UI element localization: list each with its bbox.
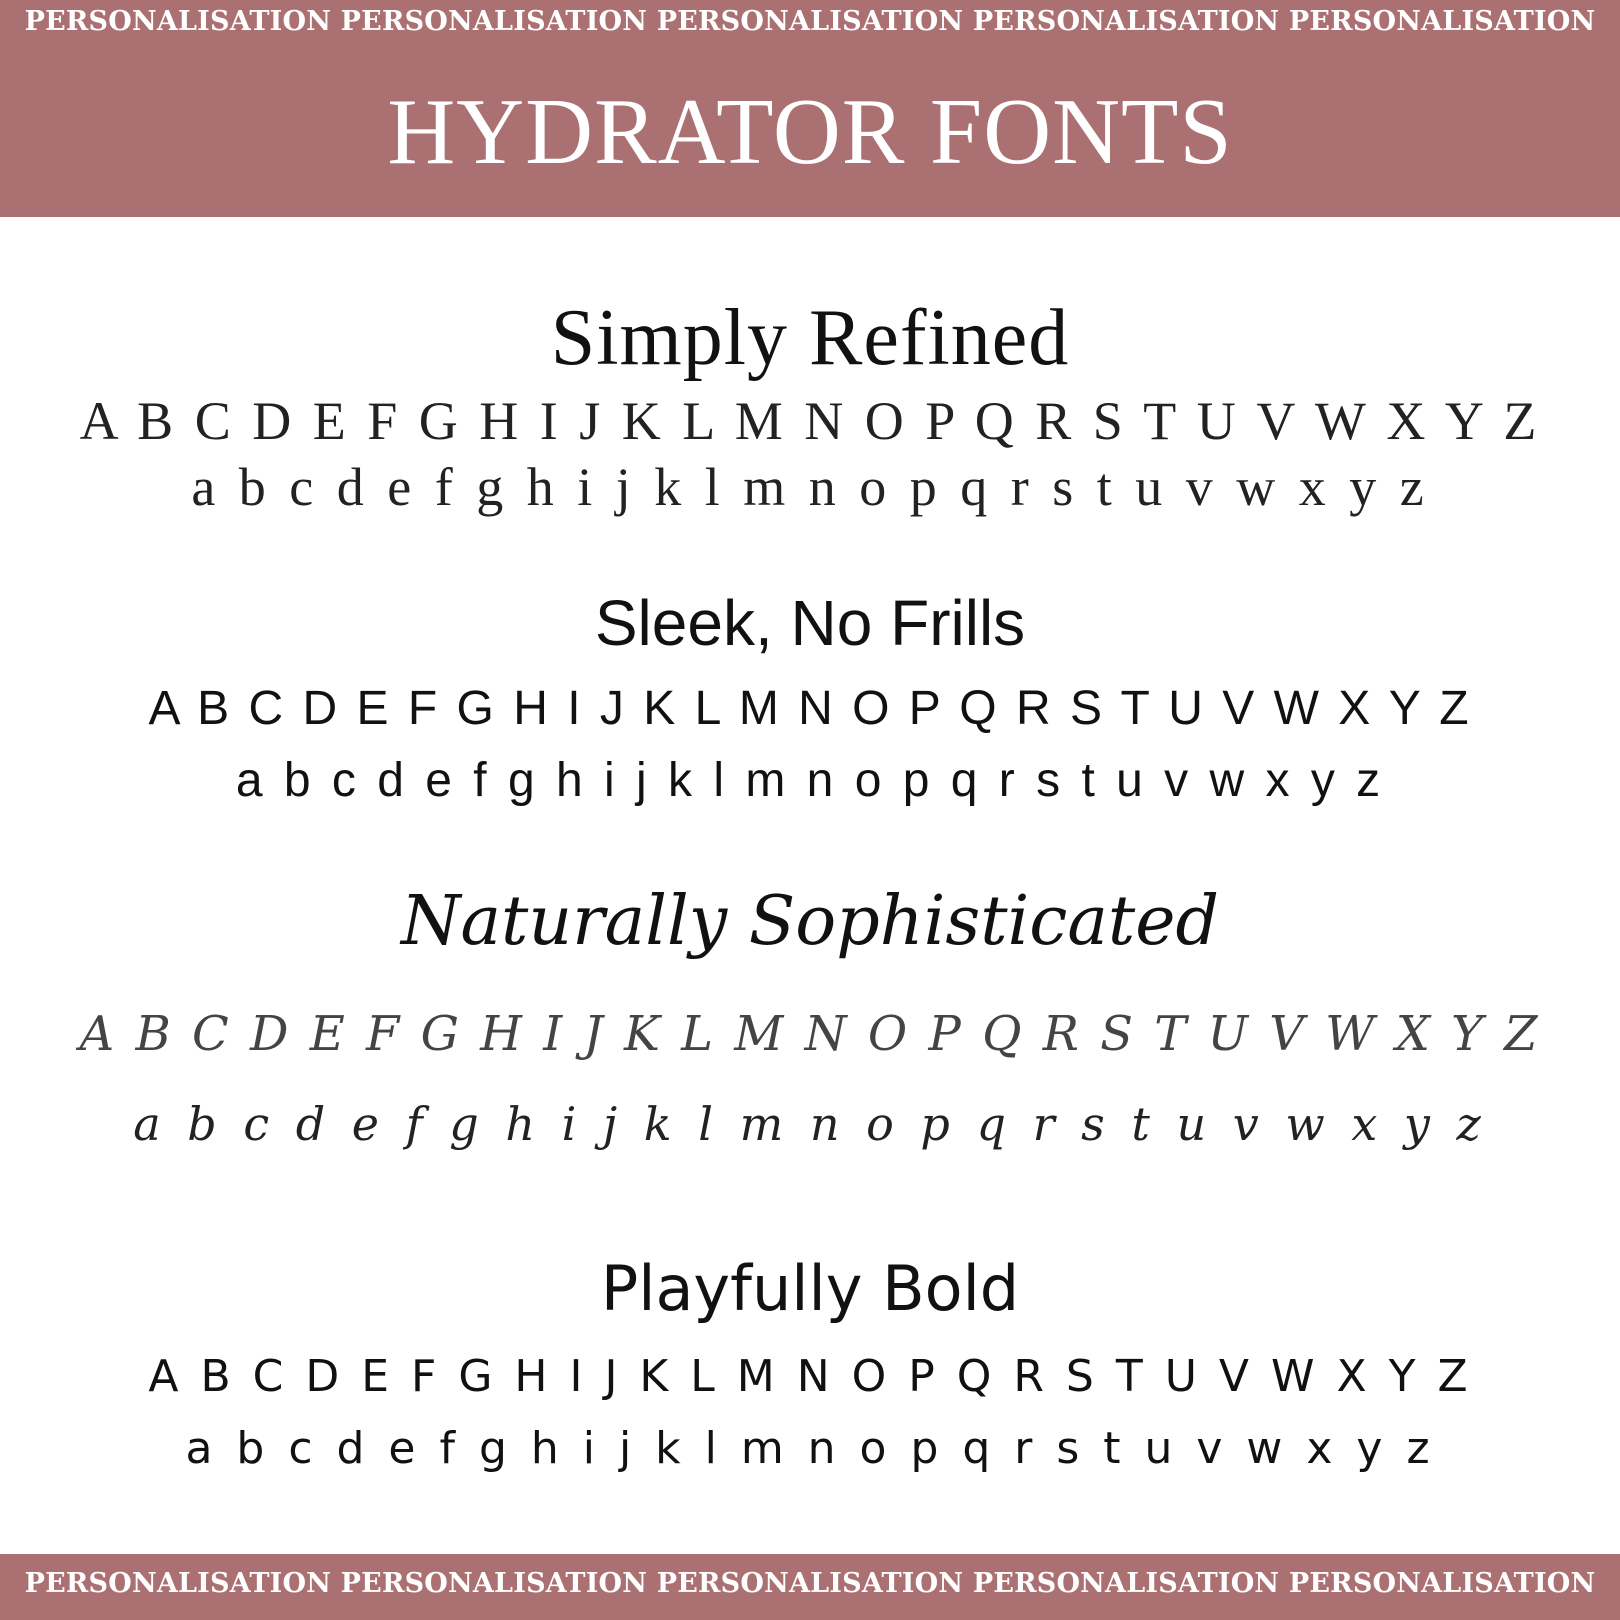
uppercase-alphabet: A B C D E F G H I J K L M N O P Q R S T U V W X Y Z xyxy=(148,682,1472,735)
font-name: Simply Refined xyxy=(550,294,1070,382)
header-band xyxy=(0,0,1620,217)
lowercase-alphabet: a b c d e f g h i j k l m n o p q r s t u v w x y z xyxy=(235,754,1385,807)
lowercase-alphabet: a b c d e f g h i j k l m n o p q r s t u v w x y z xyxy=(185,1423,1435,1474)
font-name: Playfully Bold xyxy=(600,1252,1020,1325)
page-title: HYDRATOR FONTS xyxy=(387,80,1233,184)
font-name: Sleek, No Frills xyxy=(594,587,1026,659)
uppercase-alphabet: A B C D E F G H I J K L M N O P Q R S T U V W X Y Z xyxy=(148,1351,1472,1402)
lowercase-alphabet: a b c d e f g h i j k l m n o p q r s t u v w x y z xyxy=(133,1097,1487,1151)
uppercase-alphabet: A B C D E F G H I J K L M N O P Q R S T U V W X Y Z xyxy=(79,1006,1541,1062)
header-ticker: PERSONALISATION PERSONALISATION PERSONALISATION PERSONALISATION PERSONALISATION xyxy=(24,6,1596,37)
footer-ticker: PERSONALISATION PERSONALISATION PERSONALISATION PERSONALISATION PERSONALISATION xyxy=(24,1568,1596,1599)
footer-band xyxy=(0,1554,1620,1620)
lowercase-alphabet: a b c d e f g h i j k l m n o p q r s t u v w x y z xyxy=(191,457,1429,517)
uppercase-alphabet: A B C D E F G H I J K L M N O P Q R S T U V W X Y Z xyxy=(79,391,1541,451)
font-name: Naturally Sophisticated xyxy=(400,882,1220,961)
